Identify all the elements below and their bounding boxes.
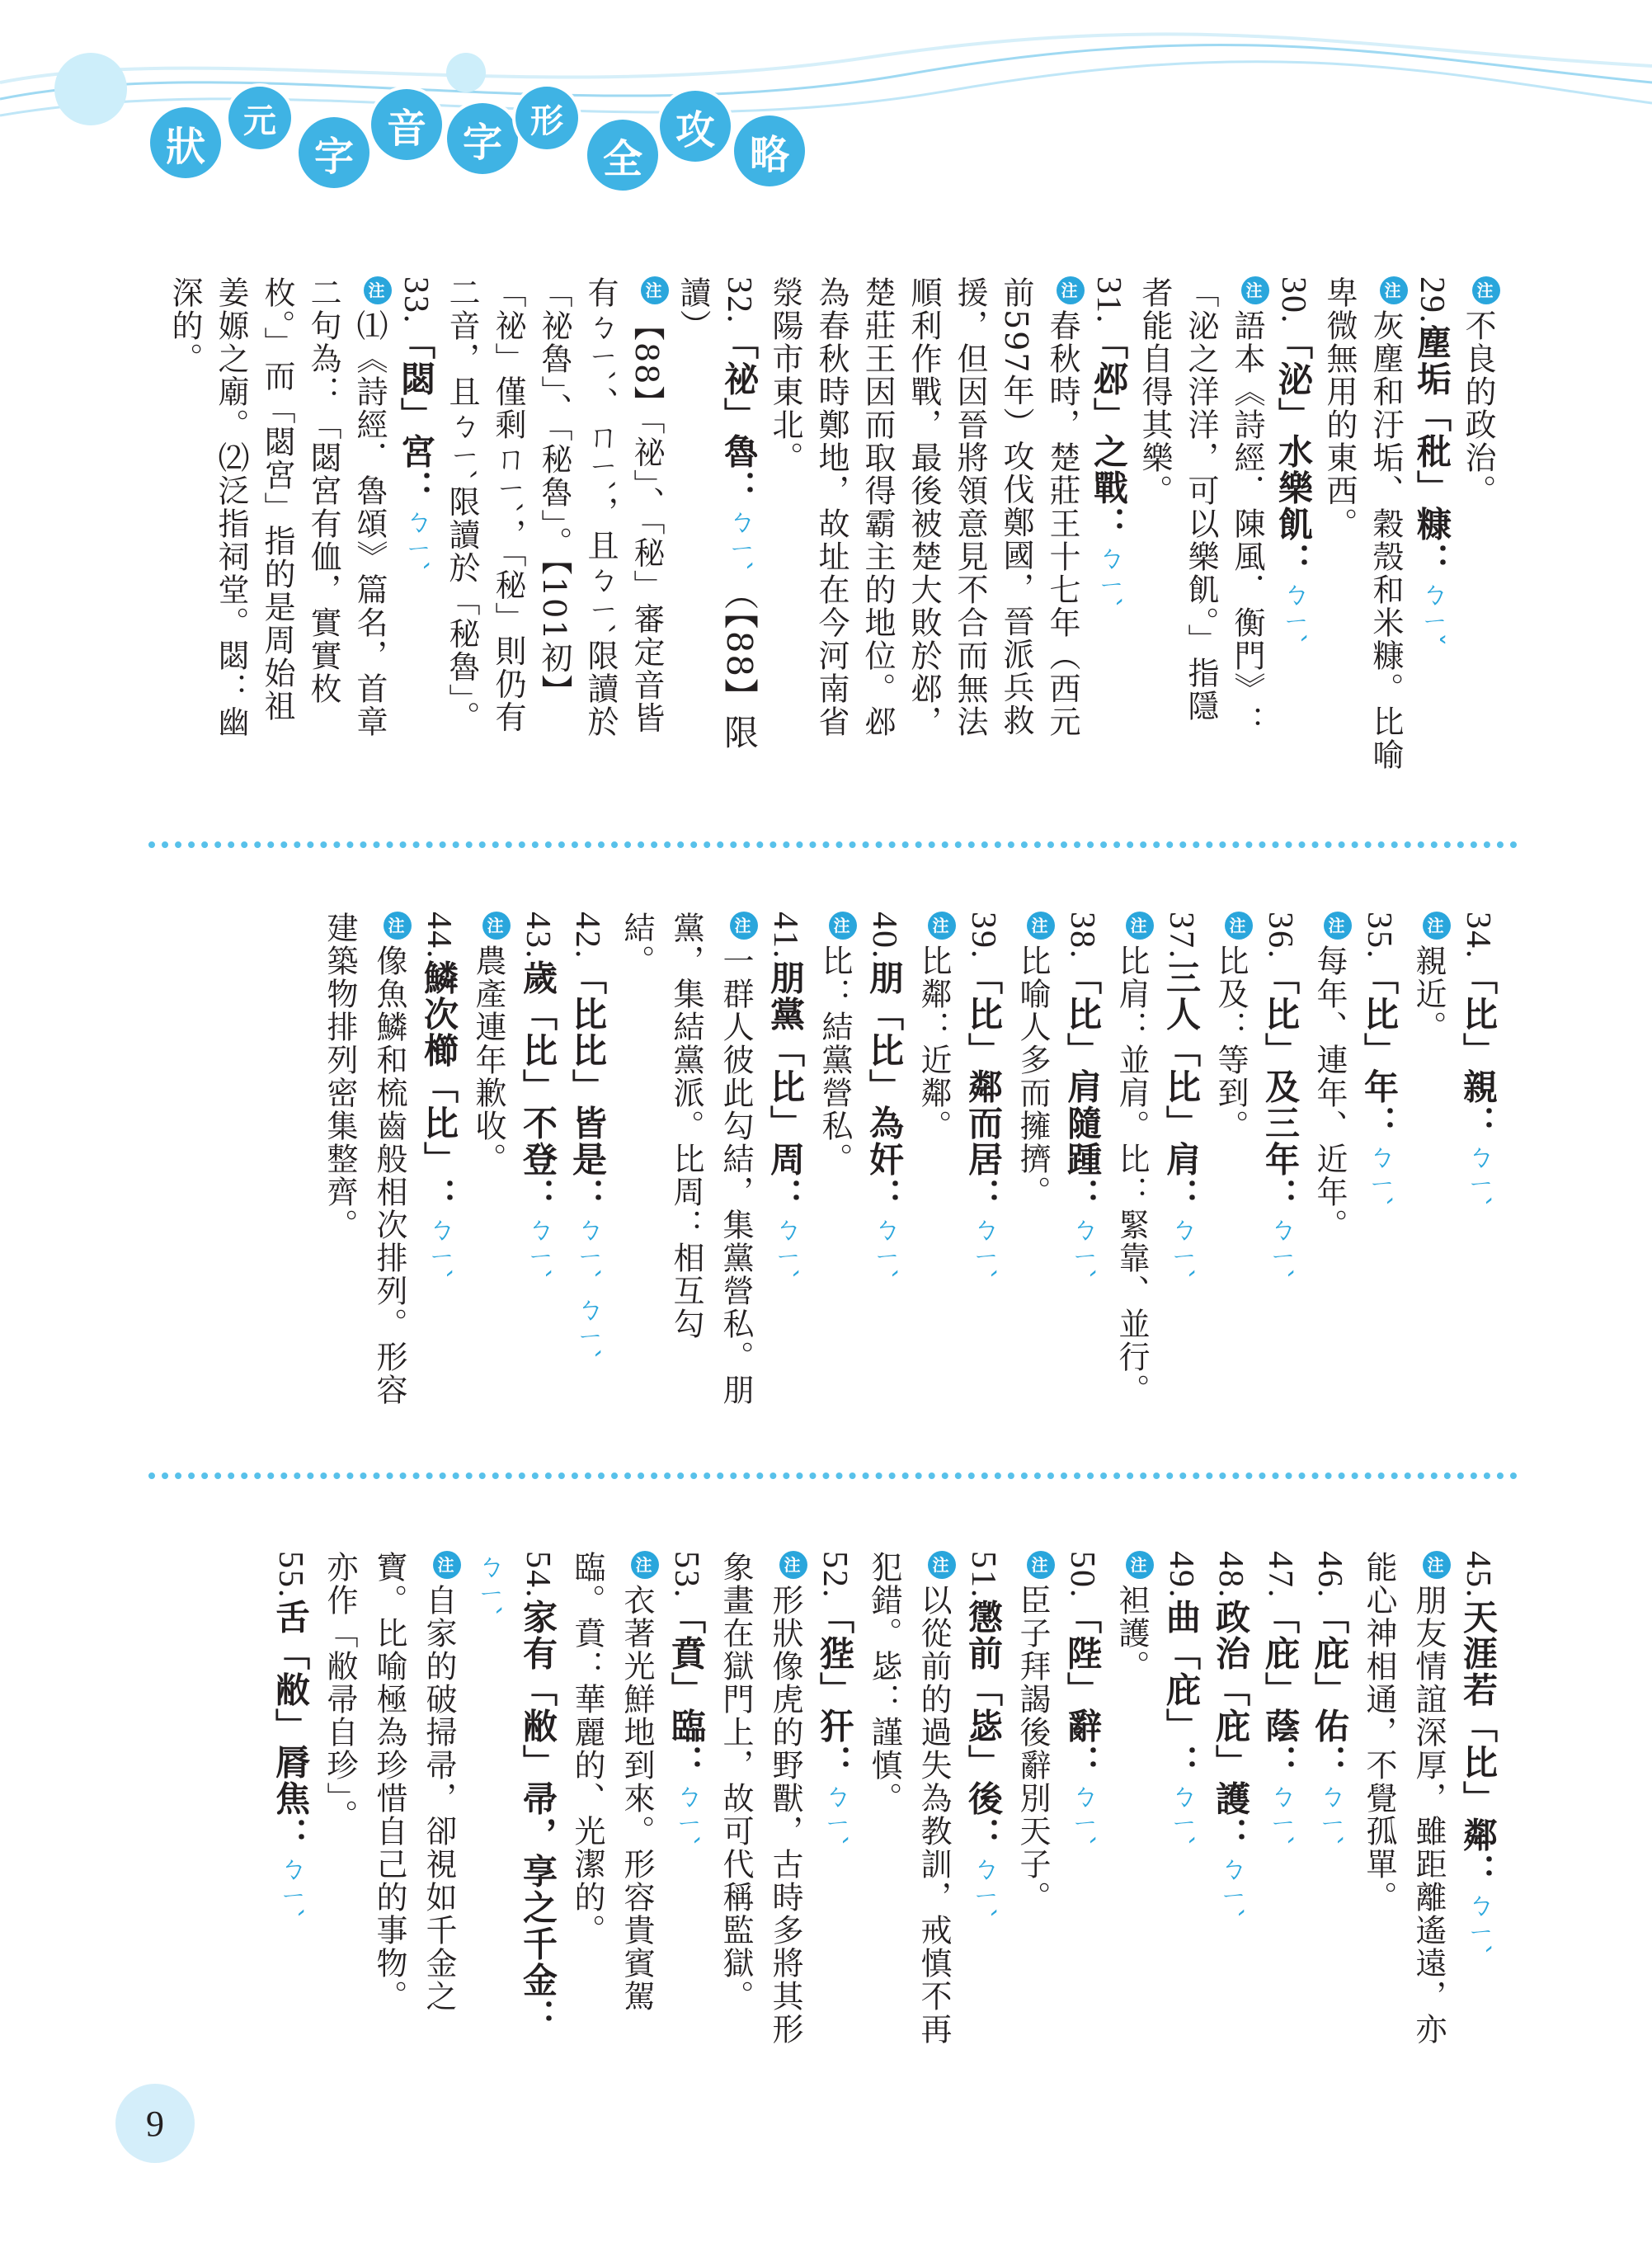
entry-column-note: [1105, 912, 1155, 1489]
entry-column-cont: [709, 1551, 759, 2095]
note-icon: 注: [1057, 276, 1085, 304]
entry-column-head: [759, 912, 808, 1489]
entry-number: 29.: [1413, 276, 1451, 325]
entry-text: 「賁」臨：: [666, 1599, 707, 1781]
note-icon: 注: [1241, 276, 1269, 304]
dotted-separator-2: [148, 1472, 1518, 1479]
entry-column-cont: [1132, 276, 1178, 813]
entry-text: 比喻人多而擁擠。: [1014, 945, 1051, 1209]
entry-text: 天涯若「比」鄰：: [1458, 1599, 1499, 1890]
zhuyin-reading: ㄅㄧˋ: [1165, 1780, 1198, 1850]
entry-text: 二音，且ㄅㄧˋ限讀於「秘魯」。: [444, 276, 480, 734]
entry-text: 二句為：「閟宮有侐，實實枚: [305, 276, 341, 705]
entry-text: ⑴《詩經．魯頌》篇名，首章: [351, 309, 388, 738]
entry-text: 朋黨「比」周：: [765, 959, 806, 1214]
entry-column-note: [808, 912, 858, 1489]
entry-column-cont: [313, 912, 363, 1489]
note-icon: 注: [1423, 1551, 1451, 1579]
entry-text: 臨。賁：華麗的、光潔的。: [569, 1551, 605, 1947]
entry-number: 38.: [1063, 912, 1101, 960]
entry-text: 每年、連年、近年。: [1311, 945, 1348, 1242]
entry-text: 語本《詩經．陳風．衡門》：: [1229, 309, 1265, 738]
entry-text: 衣著光鮮地到來。形容貴賓駕: [619, 1584, 655, 2013]
entry-column-head: [1056, 912, 1105, 1489]
dotted-separator-1: [148, 841, 1518, 848]
entry-number: 33.: [397, 276, 435, 325]
entry-text: 「比」鄰而居：: [963, 959, 1004, 1214]
entry-column-note: [1303, 912, 1353, 1489]
entry-text: 亦作「敝帚自珍」。: [322, 1551, 358, 1832]
zhuyin-reading: ㄅㄧˋ: [1066, 1213, 1099, 1284]
entry-text: 比肩：並肩。比：緊靠、並行。: [1113, 945, 1150, 1407]
entry-column-head: [1409, 276, 1455, 813]
entry-text: 讀）: [675, 276, 711, 342]
entry-text: 楚莊王因而取得霸主的地位。邲: [859, 276, 896, 738]
entry-number: 54.: [519, 1551, 557, 1600]
entry-text: 朋「比」為奸：: [864, 959, 905, 1214]
entry-column-cont: [462, 1551, 511, 2095]
note-icon: 注: [1126, 912, 1154, 940]
zhuyin-reading: ㄅㄧˋ: [1363, 1141, 1395, 1211]
entry-column-head: [1056, 1551, 1105, 2095]
entry-number: 37.: [1162, 912, 1200, 960]
entry-text: 三人「比」肩：: [1161, 959, 1202, 1214]
entry-column-head: [1155, 912, 1204, 1489]
entry-column-head: [1452, 912, 1501, 1489]
entry-text: 建築物排列密集整齊。: [322, 912, 358, 1242]
entry-text: 曲「庇」：: [1161, 1599, 1202, 1781]
entry-column-note: [1402, 1551, 1452, 2095]
entry-text: 姜嫄之廟。⑵泛指祠堂。閟：幽: [213, 276, 249, 738]
entry-number: 48.: [1212, 1551, 1250, 1600]
entry-text: 像魚鱗和梳齒般相次排列。形容: [371, 945, 407, 1407]
entry-number: 40.: [865, 912, 903, 960]
entry-column-note: [1224, 276, 1270, 813]
entry-column-cont: [854, 276, 901, 813]
entry-text: 懲前「毖」後：: [963, 1599, 1004, 1854]
entry-text: 不良的政治。: [1460, 309, 1496, 507]
zhuyin-reading: ㄅㄧˋ: [967, 1213, 1000, 1284]
entry-column-cont: [610, 912, 660, 1489]
entry-column-head: [1254, 1551, 1303, 2095]
entry-number: 50.: [1063, 1551, 1101, 1600]
entry-text: 「比」肩隨踵：: [1062, 959, 1103, 1214]
entry-text: 以從前的過失為教訓，戒慎不再: [915, 1584, 952, 2046]
entry-number: 35.: [1360, 912, 1398, 960]
entry-text: 灰塵和汙垢、穀殼和米糠。比喻: [1367, 309, 1404, 771]
entry-column-cont: [858, 1551, 907, 2095]
entry-number: 31.: [1090, 276, 1127, 325]
entry-number: 42.: [568, 912, 606, 960]
entry-text: 順利作戰，最後被楚大敗於邲，: [906, 276, 942, 738]
entry-column-note: [1204, 912, 1254, 1489]
note-icon: 注: [1225, 912, 1253, 940]
entry-column-head: [1353, 912, 1402, 1489]
entry-column-note: [907, 912, 957, 1489]
entry-column-note: [346, 276, 393, 813]
entry-text: 歲「比」不登：: [518, 959, 558, 1214]
entry-column-note: [363, 912, 412, 1489]
entry-column-cont: [901, 276, 947, 813]
title-char-8: 攻: [660, 91, 731, 162]
entry-number: 30.: [1274, 276, 1312, 325]
note-icon: 注: [1472, 276, 1500, 304]
entry-column-note: [1402, 912, 1452, 1489]
entry-column-cont: [660, 912, 709, 1489]
entry-text: 比鄰：近鄰。: [915, 945, 952, 1143]
entry-column-head: [264, 1551, 313, 2095]
zhuyin-reading: ㄅㄧˋ: [818, 1780, 851, 1850]
zhuyin-reading: ㄅㄧˋ: [422, 1213, 455, 1284]
section-entries-45-55: [153, 1551, 1501, 2095]
entry-text: 家有「敝」帚，享之千金：: [518, 1599, 558, 2035]
entry-column-note: [1105, 1551, 1155, 2095]
note-icon: 注: [384, 912, 412, 940]
entry-column-head: [1155, 1551, 1204, 2095]
entry-text: 「祕魯」、「秘魯」。【101初】: [536, 276, 572, 708]
entry-text: 比及：等到。: [1212, 945, 1249, 1143]
zhuyin-reading: ㄅㄧˋ: [1277, 578, 1310, 648]
zhuyin-reading: ㄅㄧˋ: [1461, 1889, 1494, 1959]
zhuyin-reading: ㄅㄧˋ: [1461, 1141, 1494, 1211]
note-icon: 注: [631, 1551, 659, 1579]
zhuyin-reading: ㄅㄧˋ: [967, 1853, 1000, 1923]
entry-number: 43.: [519, 912, 557, 960]
entry-column-cont: [1353, 1551, 1402, 2095]
entry-text: 春秋時，楚莊王十七年（西元: [1044, 309, 1080, 738]
entry-number: 51.: [964, 1551, 1002, 1600]
entry-text: 「庇」蔭：: [1260, 1599, 1301, 1781]
entry-text: 有ㄅㄧˋ、ㄇㄧˋ，且ㄅㄧˋ限讀於: [582, 276, 619, 739]
entry-text: 【88】「祕」、「秘」審定音皆: [628, 309, 665, 735]
zhuyin-reading: ㄅㄧˋ: [472, 1551, 505, 1621]
entry-column-note: [759, 1551, 808, 2095]
title-char-4: 音: [371, 89, 442, 160]
page-number: 9: [115, 2084, 195, 2163]
note-icon: 注: [928, 1551, 956, 1579]
entry-column-head: [561, 912, 610, 1489]
entry-extra: （【88】限: [719, 575, 760, 752]
entry-column-note: [1039, 276, 1085, 813]
zhuyin-reading: ㄅㄧˋ: [1066, 1780, 1099, 1850]
entry-column-note: [1363, 276, 1409, 813]
entry-text: 「比」及三年：: [1260, 959, 1301, 1214]
entry-column-cont: [762, 276, 808, 813]
entry-column-cont: [313, 1551, 363, 2095]
entry-column-head: [808, 1551, 858, 2095]
entry-column-cont: [1316, 276, 1363, 813]
entry-column-cont: [947, 276, 993, 813]
note-icon: 注: [482, 912, 511, 940]
entry-column-cont: [561, 1551, 610, 2095]
note-icon: 注: [1324, 912, 1352, 940]
entry-column-note: [610, 1551, 660, 2095]
zhuyin-reading: ㄅㄧˋ: [868, 1213, 901, 1284]
entry-column-head: [858, 912, 907, 1489]
entry-text: 朋友情誼深厚，雖距離遙遠，亦: [1410, 1584, 1447, 2046]
zhuyin-reading: ㄅㄧˋ: [1313, 1780, 1346, 1850]
zhuyin-reading: ㄅㄧˋ: [1214, 1853, 1247, 1923]
entry-column-head: [716, 276, 762, 813]
entry-text: 卑微無用的東西。: [1321, 276, 1358, 540]
entry-text: 者能自得其樂。: [1137, 276, 1173, 507]
entry-text: 舌「敝」脣焦：: [271, 1599, 311, 1854]
entry-text: 前597年）攻伐鄭國，晉派兵救: [998, 276, 1034, 737]
entry-column-note: [624, 276, 670, 813]
zhuyin-reading: ㄅㄧˋ: [769, 1213, 802, 1284]
entry-column-cont: [993, 276, 1039, 813]
entry-column-note: [412, 1551, 462, 2095]
entry-column-head: [957, 912, 1006, 1489]
entry-number: 39.: [964, 912, 1002, 960]
note-icon: 注: [730, 912, 758, 940]
entry-number: 34.: [1459, 912, 1497, 960]
entry-column-note: [709, 912, 759, 1489]
entry-text: 自家的破掃帚，卻視如千金之: [421, 1584, 457, 2013]
entry-number: 44.: [420, 912, 458, 960]
entry-number: 32.: [720, 276, 758, 325]
entry-text: 塵垢「秕」糠：: [1412, 324, 1452, 579]
entry-text: 象畫在獄門上，故可代稱監獄。: [718, 1551, 754, 2013]
entry-column-cont: [485, 276, 531, 813]
title-char-9: 略: [734, 115, 805, 186]
entry-text: 犯錯。毖：謹慎。: [866, 1551, 902, 1815]
entry-column-head: [1204, 1551, 1254, 2095]
entry-text: 「陛」辭：: [1062, 1599, 1103, 1781]
zhuyin-reading: ㄅㄧˋ: [722, 506, 755, 576]
entry-text: 袒護。: [1113, 1584, 1150, 1683]
note-icon: 注: [364, 276, 392, 304]
entry-text: 為春秋時鄭地，故址在今河南省: [813, 276, 850, 738]
note-icon: 注: [1027, 912, 1055, 940]
entry-column-cont: [670, 276, 716, 813]
entry-text: 鱗次櫛「比」：: [419, 959, 459, 1214]
entry-number: 41.: [766, 912, 804, 960]
entry-text: 「泌」水樂飢：: [1273, 324, 1314, 579]
entry-text: 「比」親：: [1458, 959, 1499, 1142]
entry-number: 49.: [1162, 1551, 1200, 1600]
entry-text: 黨，集結黨派。比周：相互勾: [668, 912, 704, 1341]
zhuyin-reading: ㄅㄧˋ: [1165, 1213, 1198, 1284]
zhuyin-reading: ㄅㄧˋ: [399, 506, 432, 576]
note-icon: 注: [641, 276, 669, 304]
entry-column-head: [1270, 276, 1316, 813]
zhuyin-reading: ㄅㄧˋ: [1264, 1213, 1297, 1284]
entry-text: 「比比」皆是：: [567, 959, 608, 1214]
note-icon: 注: [433, 1551, 461, 1579]
zhuyin-reading: ㄅㄧˋ: [1092, 542, 1125, 612]
title-char-1: 狀: [150, 107, 221, 178]
entry-text: 農產連年歉收。: [470, 945, 506, 1176]
entry-text: 滎陽市東北。: [767, 276, 803, 474]
note-icon: 注: [779, 1551, 807, 1579]
entry-text: 親近。: [1410, 945, 1447, 1044]
entry-text: 「祕」魯：: [719, 324, 760, 507]
entry-column-cont: [208, 276, 254, 813]
entry-number: 55.: [271, 1551, 309, 1600]
entry-text: 「比」年：: [1359, 959, 1400, 1142]
entry-number: 52.: [816, 1551, 854, 1600]
entry-text: 「閟」宮：: [396, 324, 436, 507]
note-icon: 注: [1380, 276, 1408, 304]
title-char-2: 元: [228, 87, 291, 149]
zhuyin-reading: ㄅㄧˋ ㄅㄧˋ: [571, 1213, 604, 1364]
entry-column-head: [1452, 1551, 1501, 2095]
entry-text: 「狴」犴：: [815, 1599, 855, 1781]
entry-text: 深的。: [167, 276, 203, 375]
note-icon: 注: [928, 912, 956, 940]
section-entries-34-44: [153, 912, 1501, 1489]
entry-column-note: [462, 912, 511, 1489]
entry-text: 一群人彼此勾結，集黨營私。朋: [718, 945, 754, 1407]
entry-column-cont: [1178, 276, 1224, 813]
entry-column-cont: [254, 276, 300, 813]
entry-column-head: [660, 1551, 709, 2095]
entry-column-note: [1006, 912, 1056, 1489]
entry-column-cont: [439, 276, 485, 813]
title-char-5: 字: [447, 103, 518, 174]
zhuyin-reading: ㄅㄧˇ: [1415, 578, 1448, 648]
entry-column-head: [1085, 276, 1132, 813]
entry-column-head: [412, 912, 462, 1489]
zhuyin-reading: ㄅㄧˋ: [274, 1853, 307, 1923]
note-icon: 注: [1027, 1551, 1055, 1579]
entry-text: 「庇」佑：: [1310, 1599, 1350, 1781]
zhuyin-reading: ㄅㄧˋ: [1264, 1780, 1297, 1850]
entry-text: 比：結黨營私。: [817, 945, 853, 1176]
entry-text: 形狀像虎的野獸，古時多將其形: [767, 1584, 803, 2046]
entry-number: 53.: [667, 1551, 705, 1600]
entry-column-head: [1254, 912, 1303, 1489]
entry-column-head: [1303, 1551, 1353, 2095]
entry-column-cont: [808, 276, 854, 813]
entry-column-note: [907, 1551, 957, 2095]
entry-column-cont: [363, 1551, 412, 2095]
entry-column-note: [1455, 276, 1501, 813]
entry-column-note: [1006, 1551, 1056, 2095]
entry-column-head: [511, 912, 561, 1489]
entry-text: 臣子拜謁後辭別天子。: [1014, 1584, 1051, 1914]
entry-number: 45.: [1459, 1551, 1497, 1600]
entry-text: 「泌之洋洋，可以樂飢。」指隱: [1183, 276, 1219, 723]
title-char-3: 字: [299, 117, 369, 188]
entry-number: 36.: [1261, 912, 1299, 960]
entry-text: 「祕」僅剩ㄇㄧˋ，「秘」則仍有: [490, 276, 526, 734]
entry-column-cont: [162, 276, 208, 813]
entry-column-cont: [531, 276, 577, 813]
note-icon: 注: [1126, 1551, 1154, 1579]
note-icon: 注: [1423, 912, 1451, 940]
entry-text: 能心神相通，不覺孤單。: [1361, 1551, 1397, 1914]
entry-number: 47.: [1261, 1551, 1299, 1600]
section-entries-29-33: [153, 276, 1501, 813]
title-char-7: 全: [587, 120, 658, 191]
zhuyin-reading: ㄅㄧˋ: [521, 1213, 554, 1284]
entry-text: 政治「庇」護：: [1211, 1599, 1251, 1854]
entry-column-head: [393, 276, 439, 813]
entry-number: 46.: [1311, 1551, 1348, 1600]
title-char-6: 形: [515, 87, 578, 149]
zhuyin-reading: ㄅㄧˋ: [670, 1780, 703, 1850]
entry-column-head: [957, 1551, 1006, 2095]
entry-text: 援，但因晉將領意見不合而無法: [952, 276, 988, 738]
entry-column-cont: [577, 276, 624, 813]
entry-text: 結。: [619, 912, 655, 978]
entry-text: 寶。比喻極為珍惜自己的事物。: [371, 1551, 407, 2013]
entry-column-cont: [300, 276, 346, 813]
note-icon: 注: [829, 912, 857, 940]
entry-text: 枚。」而「閟宮」指的是周始祖: [259, 276, 295, 723]
entry-text: 「邲」之戰：: [1089, 324, 1129, 543]
entry-column-head: [511, 1551, 561, 2095]
